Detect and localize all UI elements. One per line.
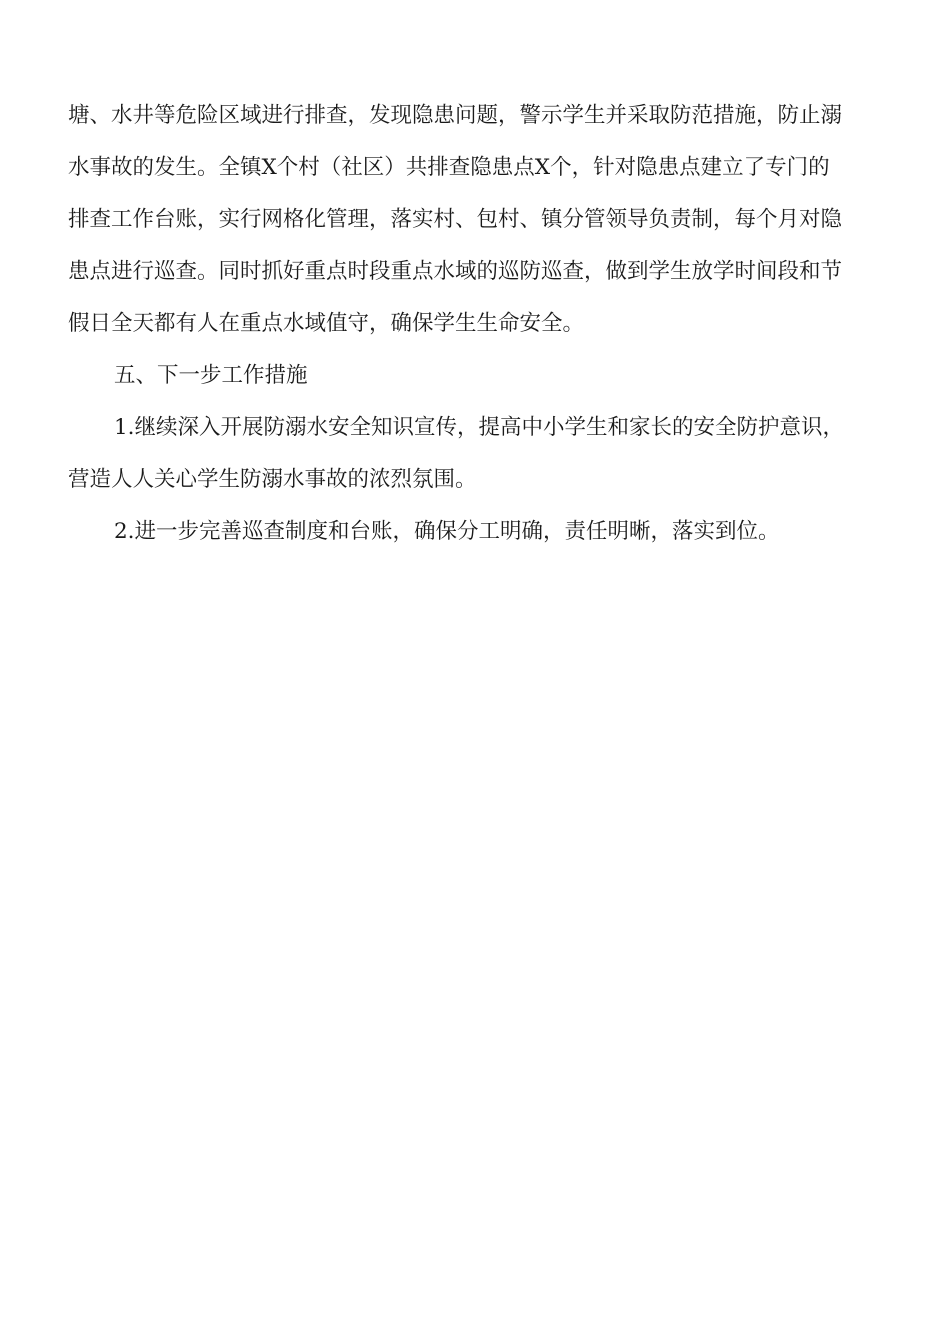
paragraph-patrol-inspection	[68, 90, 883, 350]
list-item-2	[68, 506, 883, 558]
document-page	[68, 90, 883, 558]
text-line: 水事故的发生。全镇X个村（社区）共排查隐患点X个，针对隐患点建立了专门的	[68, 155, 830, 180]
text-line: 2.进一步完善巡查制度和台账，确保分工明确，责任明晰，落实到位。	[114, 519, 780, 544]
text-line: 假日全天都有人在重点水域值守，确保学生生命安全。	[68, 311, 585, 336]
text-line: 患点进行巡查。同时抓好重点时段重点水域的巡防巡查，做到学生放学时间段和节	[68, 259, 843, 284]
section-heading-text: 五、下一步工作措施	[114, 363, 308, 388]
text-line: 1.继续深入开展防溺水安全知识宣传，提高中小学生和家长的安全防护意识，	[114, 415, 845, 440]
section-heading-next-steps	[68, 350, 883, 402]
text-line: 营造人人关心学生防溺水事故的浓烈氛围。	[68, 467, 477, 492]
list-item-1	[68, 402, 883, 506]
text-line: 排查工作台账，实行网格化管理，落实村、包村、镇分管领导负责制，每个月对隐	[68, 207, 843, 232]
text-line: 塘、水井等危险区域进行排查，发现隐患问题，警示学生并采取防范措施，防止溺	[68, 103, 843, 128]
